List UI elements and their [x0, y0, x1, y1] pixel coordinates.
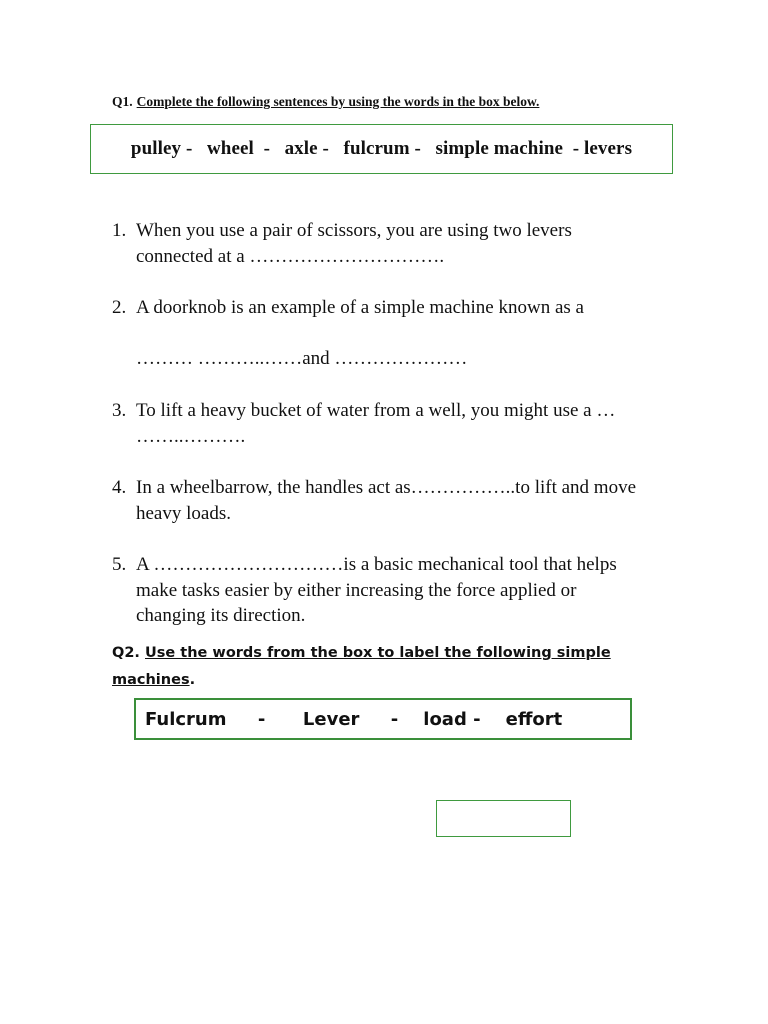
- question-blank: ……… ………..……and …………………: [136, 347, 468, 369]
- question-5: [112, 552, 692, 629]
- question-number: 5.: [112, 554, 127, 575]
- question-number: 4.: [112, 477, 127, 498]
- question-text: A …………………………is a basic mechanical tool that helps: [136, 554, 617, 575]
- q2-word-box: Fulcrum - Lever - load - effort: [134, 698, 632, 740]
- q1-number: Q1.: [112, 94, 133, 109]
- question-3: [112, 398, 692, 449]
- question-number: 2.: [112, 297, 127, 318]
- question-text: When you use a pair of scissors, you are using two levers: [136, 220, 572, 241]
- question-number: 1.: [112, 220, 127, 241]
- q2-instruction: Use the words from the box to label the following simple machines: [112, 645, 611, 688]
- question-text: To lift a heavy bucket of water from a well, you might use a …: [136, 400, 616, 421]
- question-1: [112, 218, 692, 269]
- question-blank: connected at a ………………………….: [136, 245, 445, 267]
- question-text: In a wheelbarrow, the handles act as……………..to lift and move: [136, 477, 637, 498]
- q2-number: Q2.: [112, 645, 140, 661]
- question-2: [112, 295, 692, 371]
- q2-end-punct: .: [189, 672, 196, 688]
- q1-instruction: Complete the following sentences by using the words in the box below.: [136, 94, 540, 109]
- question-text-cont: heavy loads.: [136, 502, 231, 524]
- question-text-cont: changing its direction.: [136, 605, 306, 626]
- question-4: [112, 475, 692, 526]
- question-number: 3.: [112, 400, 127, 421]
- question-blank: ……..……….: [136, 425, 246, 447]
- label-answer-box[interactable]: [436, 800, 571, 837]
- q2-heading: [112, 640, 632, 694]
- question-text: A doorknob is an example of a simple machine known as a: [136, 297, 584, 318]
- q1-word-box: pulley - wheel - axle - fulcrum - simple machine - levers: [90, 124, 673, 174]
- q1-heading: [112, 94, 539, 110]
- question-text-cont: make tasks easier by either increasing the force applied or: [136, 579, 577, 601]
